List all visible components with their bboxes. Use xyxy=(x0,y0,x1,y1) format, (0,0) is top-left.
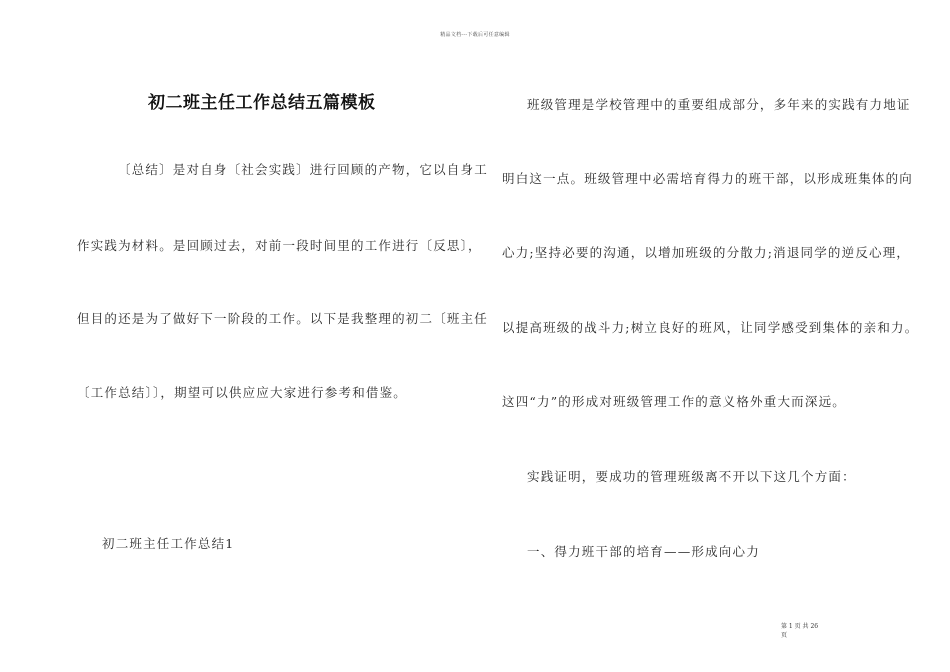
right-paragraph-line-4: 以提高班级的战斗力;树立良好的班风，让同学感受到集体的亲和力。 xyxy=(502,320,919,335)
right-paragraph-line-6: 实践证明，要成功的管理班级离不开以下这几个方面： xyxy=(527,469,856,484)
page-number-line-1: 第 1 页 共 26 xyxy=(781,623,819,630)
right-paragraph-line-5: 这四“力”的形成对班级管理工作的意义格外重大而深远。 xyxy=(502,394,846,409)
right-paragraph-line-3: 心力;坚持必要的沟通，以增加班级的分散力;消退同学的逆反心理， xyxy=(502,245,911,260)
page-header: 精品文档---下载后可任意编辑 xyxy=(440,32,510,38)
page-number-line-2: 页 xyxy=(781,632,788,639)
left-paragraph-line-2: 作实践为材料。是回顾过去，对前一段时间里的工作进行〔反思〕， xyxy=(77,238,482,253)
document-title: 初二班主任工作总结五篇模板 xyxy=(148,93,376,113)
page-number-footer xyxy=(781,622,841,640)
section-heading: 初二班主任工作总结1 xyxy=(102,536,235,551)
right-paragraph-line-2: 明白这一点。班级管理中必需培育得力的班干部，以形成班集体的向 xyxy=(502,171,914,186)
left-paragraph-line-3: 但目的还是为了做好下一阶段的工作。以下是我整理的初二〔班主任 xyxy=(77,311,489,326)
right-subheading: 一、得力班干部的培育——形成向心力 xyxy=(527,544,760,559)
left-paragraph-line-1: 〔总结〕是对自身〔社会实践〕进行回顾的产物，它以自身工 xyxy=(118,162,488,177)
right-paragraph-line-1: 班级管理是学校管理中的重要组成部分，多年来的实践有力地证 xyxy=(527,97,911,112)
left-paragraph-line-4: 〔工作总结〕〕，期望可以供应应大家进行参考和借鉴。 xyxy=(77,385,408,400)
